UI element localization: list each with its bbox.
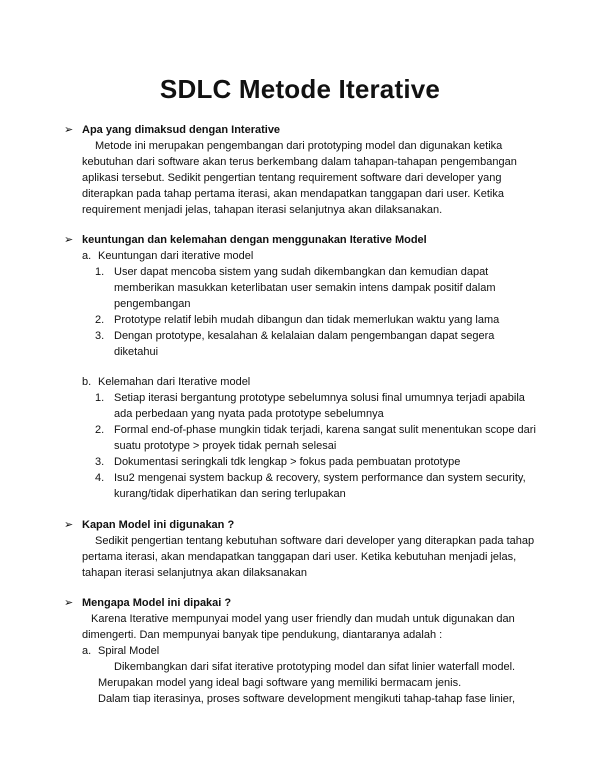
list-number: 4. <box>95 472 105 484</box>
list-item-line: kurang/tidak diperhatikan dan sering terlupakan <box>114 488 346 500</box>
section-bullet-icon: ➢ <box>64 124 74 136</box>
list-item-line: User dapat mencoba sistem yang sudah dikembangkan dan kemudian dapat <box>114 266 489 278</box>
section-bullet-icon: ➢ <box>64 597 74 609</box>
sublist-label: Kelemahan dari Iterative model <box>98 376 251 388</box>
paragraph-line: aplikasi tersebut. Sedikit pengertian tentang requirement software dari developer yang <box>82 172 502 184</box>
list-item-line: diketahui <box>114 346 159 358</box>
section-heading: Kapan Model ini digunakan ? <box>82 519 235 531</box>
sublist-label: Spiral Model <box>98 645 160 657</box>
list-marker: a. <box>82 645 92 657</box>
section-bullet-icon: ➢ <box>64 234 74 246</box>
list-item-line: Formal end-of-phase mungkin tidak terjadi, karena sangat sulit menentukan scope dari <box>114 424 536 436</box>
list-item-line: Prototype relatif lebih mudah dibangun dan tidak memerlukan waktu yang lama <box>114 314 500 326</box>
paragraph-line: Sedikit pengertian tentang kebutuhan software dari developer yang diterapkan pada tahap <box>95 535 535 547</box>
list-item-line: suatu prototype > proyek tidak pernah selesai <box>114 440 337 452</box>
list-item-line: memberikan masukkan keterlibatan user semakin intens dampak positif dalam <box>114 282 496 294</box>
section-bullet-icon: ➢ <box>64 519 74 531</box>
list-number: 2. <box>95 424 105 436</box>
list-marker: a. <box>82 250 92 262</box>
sublist-label: Keuntungan dari iterative model <box>98 250 254 262</box>
list-item-line: Dengan prototype, kesalahan & kelalaian dalam pengembangan dapat segera <box>114 330 495 342</box>
paragraph-line: diterapkan pada tahap pertama iterasi, akan mendapatkan tanggapan dari user. Ketika <box>82 188 504 200</box>
paragraph-line: requirement menjadi jelas, tahapan iterasi selanjutnya akan dilaksanakan. <box>82 204 443 216</box>
list-item-line: ada perbedaan yang nyata pada prototype sebelumnya <box>114 408 384 420</box>
list-item-line: Isu2 mengenai system backup & recovery, system performance dan system security, <box>114 472 526 484</box>
section-heading: Apa yang dimaksud dengan Interative <box>82 124 281 136</box>
paragraph-line: Dikembangkan dari sifat iterative prototyping model dan sifat linier waterfall model. <box>114 661 516 673</box>
paragraph-line: dimengerti. Dan mempunyai banyak tipe pendukung, diantaranya adalah : <box>82 629 443 641</box>
section-heading: Mengapa Model ini dipakai ? <box>82 597 232 609</box>
list-marker: b. <box>82 376 92 388</box>
list-number: 3. <box>95 456 105 468</box>
paragraph-line: Metode ini merupakan pengembangan dari prototyping model dan digunakan ketika <box>95 140 503 152</box>
document-title: SDLC Metode Iterative <box>159 74 441 104</box>
list-number: 1. <box>95 392 105 404</box>
list-number: 1. <box>95 266 105 278</box>
list-number: 3. <box>95 330 105 342</box>
paragraph-line: Dalam tiap iterasinya, proses software development mengikuti tahap-tahap fase linier, <box>98 693 516 705</box>
paragraph-line: tahapan iterasi selanjutnya akan dilaksanakan <box>82 567 308 579</box>
section-heading: keuntungan dan kelemahan dengan menggunakan Iterative Model <box>82 234 427 246</box>
paragraph-line: Merupakan model yang ideal bagi software yang memiliki bermacam jenis. <box>98 677 462 689</box>
paragraph-line: kebutuhan dari software akan terus berkembang dalam tahapan-tahapan pengembangan <box>82 156 517 168</box>
paragraph-line: Karena Iterative mempunyai model yang user friendly dan mudah untuk digunakan dan <box>91 613 515 625</box>
list-item-line: Dokumentasi seringkali tdk lengkap > fokus pada pembuatan prototype <box>114 456 461 468</box>
list-item-line: Setiap iterasi bergantung prototype sebelumnya solusi final umumnya terjadi apabila <box>114 392 525 404</box>
list-number: 2. <box>95 314 105 326</box>
paragraph-line: pertama iterasi, akan mendapatkan tanggapan dari user. Ketika kebutuhan menjadi jelas, <box>82 551 517 563</box>
list-item-line: pengembangan <box>114 298 191 310</box>
